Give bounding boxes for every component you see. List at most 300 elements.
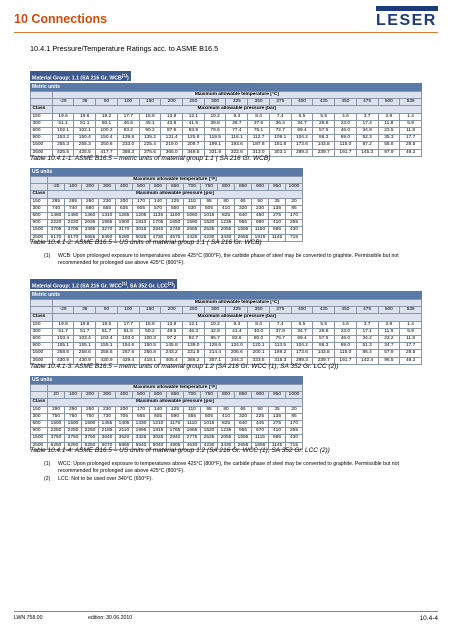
pressure-cell: 231.8 [183,350,205,357]
temperature-cell: 400 [291,307,313,314]
temperature-cell: 800 [218,392,235,399]
table-row [31,128,422,135]
pressure-table [30,384,303,450]
header-corner [31,99,53,106]
pressure-cell: 344.3 [226,357,248,364]
pressure-cell: 430.9 [96,357,118,364]
temperature-row [31,307,422,314]
pressure-cell: 200 [116,198,133,205]
pressure-cell: 7.4 [269,113,291,120]
pressure-cell: 2110 [116,428,133,435]
header-corner [31,92,53,99]
pressure-cell: 49.2 [400,357,422,364]
class-cell: 600 [31,213,48,220]
temperature-cell: 450 [335,307,357,314]
pressure-cell: 97.2 [161,336,183,343]
pressure-cell: 155.1 [52,343,74,350]
pressure-cell: 289.3 [291,357,313,364]
pressure-cell: 418.1 [139,357,161,364]
class-cell: 300 [31,413,48,420]
pressure-cell: 1060 [184,213,201,220]
pressure-cell: 12.1 [183,321,205,328]
pressure-cell: 5025 [133,234,150,241]
class-label: Class [31,191,48,198]
temperature-cell: 250 [183,99,205,106]
pressure-cell: 17.7 [117,321,139,328]
pressure-cell: 375.6 [139,149,161,156]
pressure-cell: 2655 [235,442,252,449]
pressure-cell: 80 [218,198,235,205]
pressure-cell: 2055 [218,227,235,234]
pressure-cell: 131.4 [161,135,183,142]
pressure-cell: 87.6 [161,128,183,135]
temperature-cell: 200 [161,307,183,314]
pressure-cell: 1915 [252,234,269,241]
temperature-cell: 700 [184,184,201,191]
pressure-cell: 102.1 [74,128,96,135]
pressure-cell: 128.6 [204,343,226,350]
pressure-cell: 2535 [201,227,218,234]
pressure-cell: 320 [235,413,252,420]
pressure-cell: 2535 [201,435,218,442]
pressure-cell: 6250 [82,442,99,449]
table-row [31,428,303,435]
pressure-cell: 35.3 [378,135,400,142]
table-row [31,413,303,420]
pressure-cell: 40.0 [248,328,270,335]
pressure-cell: 255.3 [74,142,96,149]
temperature-cell: 750 [201,392,218,399]
pressure-cell: 1015 [201,213,218,220]
pressure-cell: 3705 [48,227,65,234]
pressure-cell: 100.3 [139,336,161,343]
pressure-cell: 505 [201,205,218,212]
pressure-cell: 113.5 [269,343,291,350]
pressure-cell: 2250 [48,428,65,435]
pressure-cell: 69.0 [335,343,357,350]
pressure-cell: 3015 [133,227,150,234]
class-cell: 300 [31,328,53,335]
pressure-cell: 23.5 [378,128,400,135]
temperature-cell: 200 [82,184,99,191]
pressure-cell: 95 [201,406,218,413]
pressure-cell: 2.8 [378,321,400,328]
class-cell: 2500 [31,442,48,449]
pressure-cell: 181.8 [269,142,291,149]
pressure-cell: 119.5 [204,135,226,142]
pressure-cell: 85.4 [356,350,378,357]
pressure-cell: 655 [99,205,116,212]
pressure-cell: 219.0 [161,142,183,149]
pressure-cell: 690 [252,220,269,227]
table-row [31,120,422,127]
pressure-cell: 150.5 [139,343,161,350]
pressure-cell: 1330 [133,421,150,428]
pressure-header: Maximum allowable pressure [psi] [48,399,303,406]
pressure-cell: 10.2 [204,321,226,328]
footnote-number: (2) [44,476,51,482]
pressure-cell: 230 [99,406,116,413]
pressure-cell: 110 [184,406,201,413]
pressure-cell: 460 [252,213,269,220]
pressure-cell: 715 [286,234,303,241]
footnote [44,253,418,266]
pressure-cell: 2840 [150,227,167,234]
pressure-cell: 13.8 [161,113,183,120]
pressure-cell: 7.4 [269,321,291,328]
temperature-cell: 650 [167,184,184,191]
pressure-cell: 635 [116,205,133,212]
class-cell: 600 [31,128,53,135]
pressure-cell: 103.4 [52,336,74,343]
pressure-cell: 825 [218,421,235,428]
pressure-cell: 255 [286,428,303,435]
pressure-cell: 115.0 [335,350,357,357]
pressure-cell: 605 [150,413,167,420]
pressure-cell: 34.2 [356,336,378,343]
pressure-cell: 5280 [116,234,133,241]
class-cell: 2500 [31,357,53,364]
pressure-cell: 82.6 [226,336,248,343]
pressure-cell: 37.6 [248,120,270,127]
pressure-cell: 4905 [167,442,184,449]
pressure-cell: 1500 [65,421,82,428]
pressure-header: Maximum allowable pressure [bar] [52,106,421,113]
temperature-cell: 400 [116,392,133,399]
pressure-cell: 35 [269,198,286,205]
class-cell: 1500 [31,350,53,357]
pressure-cell: 5540 [133,442,150,449]
pressure-cell: 19.6 [74,113,96,120]
pressure-cell: 57.9 [378,350,400,357]
pressure-cell: 1110 [184,421,201,428]
temperature-cell: 38 [74,99,96,106]
pressure-cell: 570 [150,205,167,212]
pressure-cell: 505 [201,413,218,420]
pressure-cell: 2655 [184,227,201,234]
table-row [31,343,422,350]
temperature-cell: 50 [96,307,118,314]
temperature-cell: 500 [133,184,150,191]
pressure-header: Maximum allowable pressure [bar] [52,314,421,321]
material-group-band [30,71,131,81]
band-label-mid: , SA 352 Gr. LCC [127,283,168,290]
pressure-cell: 750 [48,413,65,420]
pressure-cell: 50 [252,406,269,413]
table-row [31,142,422,149]
class-label: Class [31,314,53,321]
pressure-cell: 37.8 [269,328,291,335]
leser-logo [376,6,438,30]
pressure-cell: 2250 [82,428,99,435]
pressure-cell: 200 [116,406,133,413]
temperature-cell: 250 [183,307,205,314]
pressure-cell: 11.8 [400,336,422,343]
pressure-cell: 46.3 [183,328,205,335]
pressure-cell: 75.1 [248,128,270,135]
table-row [31,205,303,212]
pressure-cell: 20 [286,406,303,413]
pressure-cell: 257.6 [117,350,139,357]
class-header-row [31,191,303,198]
pressure-cell: 103.4 [96,336,118,343]
band-label: Material Group: 1.2 (SA 216 Gr. WCC [32,283,122,290]
pressure-cell: 1815 [150,428,167,435]
pressure-cell: 4425 [184,234,201,241]
pressure-cell: 58.8 [378,142,400,149]
pressure-cell: 320 [235,205,252,212]
pressure-cell: 85.7 [204,336,226,343]
pressure-cell: 3640 [99,435,116,442]
pressure-cell: 285 [65,198,82,205]
pressure-cell: 170 [133,198,150,205]
table-header-row [31,385,303,392]
logo-text: LESER [376,12,437,29]
pressure-cell: 3170 [116,227,133,234]
pressure-cell: 51.1 [52,120,74,127]
class-cell: 2500 [31,234,48,241]
class-cell: 150 [31,406,48,413]
pressure-cell: 405.4 [161,357,183,364]
class-header-row [31,106,422,113]
pressure-cell: 50.2 [139,328,161,335]
temperature-cell: 375 [269,99,291,106]
pressure-cell: 173.6 [291,142,313,149]
pressure-cell: 322.6 [226,149,248,156]
pressure-cell: 19.5 [96,321,118,328]
pressure-cell: 1855 [252,442,269,449]
pressure-cell: 410 [218,205,235,212]
pressure-cell: 135 [269,413,286,420]
pressure-cell: 425.5 [74,149,96,156]
pressure-cell: 17.7 [117,113,139,120]
pressure-cell: 3325 [133,435,150,442]
footnote-number: (1) [44,461,51,467]
footnote [44,476,418,483]
class-cell: 600 [31,336,53,343]
pressure-cell: 5040 [150,442,167,449]
temperature-header: Maximum allowable temperature [°F] [48,385,303,392]
temperature-cell: 850 [235,392,252,399]
pressure-cell: 145.8 [161,343,183,350]
band-footnote-ref: (1) [121,72,128,78]
header-corner [31,184,48,191]
pressure-cell: 19.6 [52,113,74,120]
pressure-cell: 5.9 [400,328,422,335]
pressure-cell: 170 [286,421,303,428]
class-label: Class [31,106,53,113]
pressure-table [30,91,422,157]
pressure-cell: 1310 [99,213,116,220]
pressure-cell: 124.0 [226,343,248,350]
pressure-cell: 103.0 [117,336,139,343]
temperature-cell: 1000 [286,392,303,399]
pressure-cell: 3430 [218,442,235,449]
pressure-cell: 2055 [218,435,235,442]
footnote-text: WCB: Upon prolonged exposure to temperatures above 425°C (800°F), the carbide phase of steel may be converted to graphite. Permissible but not recommended for prolonged use above 425°C (800°F). [58,253,399,266]
pressure-cell: 2035 [82,220,99,227]
pressure-cell: 1150 [252,227,269,234]
pressure-cell: 3270 [99,227,116,234]
temperature-cell: 950 [269,184,286,191]
pressure-cell: 1.4 [400,321,422,328]
pressure-cell: 46.0 [335,128,357,135]
temperature-row [31,99,422,106]
pressure-cell: 386.2 [183,357,205,364]
table-caption: Table 10.4.1-2: ASME B16.5 – US units of material group 1.1 ( SA 216 Gr. WCB) [30,239,262,246]
temperature-cell: 800 [218,184,235,191]
sub-band-us: US units [30,168,303,176]
class-cell: 900 [31,135,53,142]
pressure-cell: 417.7 [96,149,118,156]
pressure-cell: 75.7 [269,336,291,343]
pressure-cell: 260 [82,198,99,205]
temperature-cell: 950 [269,392,286,399]
pressure-cell: 19.2 [96,113,118,120]
sub-band-us: US units [30,376,303,384]
pressure-cell: 28.8 [313,328,335,335]
pressure-cell: 187.8 [248,142,270,149]
pressure-cell: 51.3 [356,343,378,350]
pressure-cell: 120.1 [248,343,270,350]
pressure-cell: 142.4 [356,357,378,364]
pressure-cell: 1765 [167,428,184,435]
pressure-cell: 5450 [99,234,116,241]
pressure-cell: 1360 [82,213,99,220]
pressure-cell: 225.4 [139,142,161,149]
table-row [31,421,303,428]
temperature-cell: 450 [335,99,357,106]
pressure-cell: 1650 [167,220,184,227]
temperature-cell: 375 [269,307,291,314]
pressure-cell: 3750 [48,435,65,442]
pressure-cell: 290 [48,406,65,413]
pressure-cell: 11.8 [378,120,400,127]
pressure-cell: 4.6 [335,113,357,120]
table-row [31,227,303,234]
pressure-cell: 1595 [235,435,252,442]
footnote-text: LCC: Not to be used over 340°C (650°F). [58,476,153,482]
pressure-cell: 29.5 [400,142,422,149]
class-cell: 600 [31,421,48,428]
pressure-cell: 51.1 [74,120,96,127]
pressure-cell: 110 [184,198,201,205]
table-header-row [31,92,422,99]
pressure-cell: 29.5 [400,350,422,357]
pressure-cell: 260 [82,406,99,413]
temperature-cell: 100 [117,307,139,314]
pressure-cell: 65 [235,198,252,205]
temperature-cell: 300 [204,307,226,314]
pressure-cell: 206.6 [226,350,248,357]
pressure-cell: 333.5 [248,357,270,364]
section-title: 10.4.1 Pressure/Temperature Ratings acc. to ASME B16.5 [30,44,219,53]
pressure-cell: 1235 [218,428,235,435]
pressure-cell: 2775 [184,435,201,442]
pressure-cell: 150.4 [96,135,118,142]
pressure-cell: 425.5 [52,149,74,156]
pressure-cell: 23.2 [378,336,400,343]
pressure-cell: 34.7 [291,120,313,127]
pressure-cell: 11.8 [400,128,422,135]
pressure-cell: 145.3 [356,149,378,156]
temperature-cell: 50 [96,99,118,106]
table-row [31,198,303,205]
pressure-cell: 3705 [65,227,82,234]
pressure-cell: 715 [286,442,303,449]
pressure-cell: 49.2 [400,149,422,156]
temperature-cell: 200 [161,99,183,106]
pressure-cell: 93.2 [117,128,139,135]
pressure-cell: 52.3 [356,135,378,142]
pressure-cell: 51.7 [96,328,118,335]
pressure-cell: 8.4 [248,113,270,120]
temperature-cell: 100 [65,184,82,191]
temperature-cell: -29 [52,99,74,106]
pressure-cell: 36.4 [269,120,291,127]
pressure-cell: 103.4 [74,336,96,343]
pressure-cell: 80.0 [248,336,270,343]
pressure-cell: 19.8 [52,321,74,328]
pressure-cell: 680 [82,205,99,212]
pressure-cell: 35 [269,406,286,413]
pressure-cell: 230 [252,205,269,212]
pressure-cell: 85 [286,413,303,420]
pressure-cell: 23.0 [335,120,357,127]
pressure-cell: 116.1 [226,135,248,142]
pressure-cell: 102.1 [52,128,74,135]
temperature-cell: 400 [116,184,133,191]
pressure-cell: 143.8 [313,142,335,149]
temperature-cell: 475 [356,307,378,314]
temperature-header: Maximum allowable temperature [°C] [52,92,421,99]
table-row [31,321,422,328]
pressure-cell: 313.0 [248,149,270,156]
pressure-cell: 17.7 [400,135,422,142]
pressure-cell: 410 [218,413,235,420]
footnote-text: WCC: Upon prolonged exposure to temperatures above 425°C (800°F), the carbide phase of steel may be converted to graphite. Permissible but not recommended for prolonged use above 425°C (800°F). [58,461,399,474]
pressure-cell: 1175 [167,421,184,428]
pressure-cell: 1965 [99,220,116,227]
temperature-cell: 650 [167,392,184,399]
pressure-cell: 1995 [133,428,150,435]
pressure-cell: 6.5 [291,113,313,120]
pressure-cell: 303.1 [269,149,291,156]
pressure-cell: 1480 [65,213,82,220]
pressure-cell: 1145 [269,442,286,449]
pressure-cell: 685 [269,227,286,234]
temperature-cell: 300 [99,392,116,399]
pressure-cell: 665 [133,413,150,420]
pressure-cell: 209.7 [183,142,205,149]
pressure-cell: 173.6 [291,350,313,357]
edition-date: edition: 30.06.2010 [88,615,133,621]
pressure-cell: 115.0 [335,142,357,149]
pressure-cell: 225 [252,413,269,420]
pressure-table [30,299,422,365]
pressure-cell: 2.8 [378,113,400,120]
pressure-cell: 250.8 [139,350,161,357]
pressure-cell: 135 [269,205,286,212]
pressure-cell: 1500 [82,421,99,428]
pressure-cell: 239.7 [313,149,335,156]
pressure-cell: 83.9 [183,128,205,135]
temperature-cell: 500 [378,99,400,106]
temperature-cell: 200 [82,392,99,399]
class-cell: 900 [31,220,48,227]
temperature-cell: 400 [291,99,313,106]
class-cell: 900 [31,428,48,435]
